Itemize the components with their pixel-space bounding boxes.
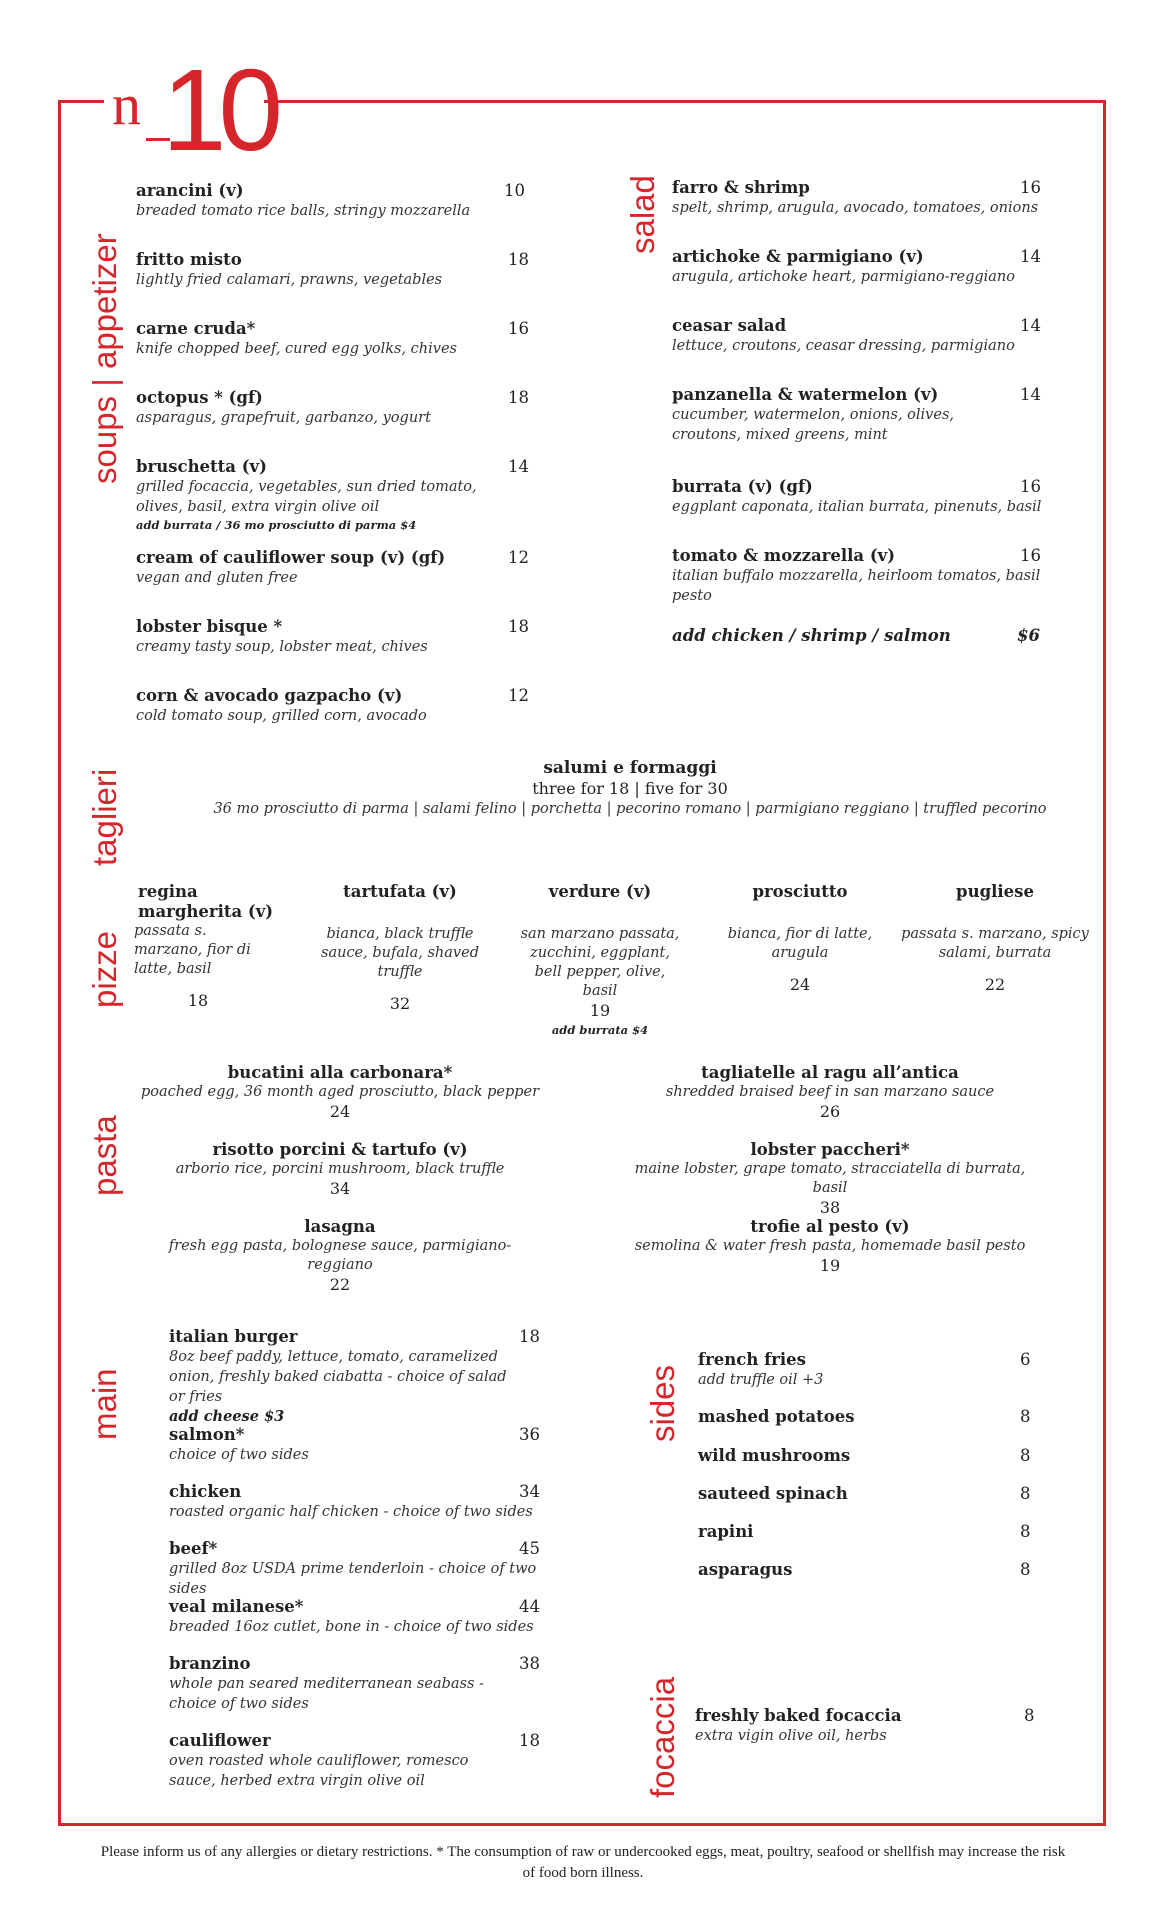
item-description: passata s. marzano, fior di latte, basil	[134, 923, 251, 977]
menu-item	[169, 1326, 539, 1427]
section-label-salad: salad	[624, 175, 661, 254]
salad-addon-price: $6	[1017, 626, 1040, 645]
item-name: french fries	[698, 1350, 806, 1369]
taglieri-title: salumi e formaggi	[543, 758, 717, 778]
item-description: creamy tasty soup, lobster meat, chives	[136, 639, 428, 655]
item-name: tomato & mozzarella (v)	[672, 546, 896, 565]
menu-item	[698, 1483, 1038, 1504]
item-description: extra vigin olive oil, herbs	[695, 1728, 887, 1744]
menu-item	[169, 1730, 539, 1791]
item-addon-note: add burrata $4	[551, 1023, 649, 1037]
item-name: beef*	[169, 1539, 218, 1558]
item-description: semolina & water fresh pasta, homemade basil pesto	[634, 1238, 1026, 1254]
menu-item	[672, 246, 1042, 287]
item-name: bruschetta (v)	[136, 457, 267, 476]
item-name: lasagna	[304, 1217, 376, 1236]
item-description: knife chopped beef, cured egg yolks, chives	[136, 341, 457, 357]
taglieri-block	[150, 758, 1110, 819]
item-description: cold tomato soup, grilled corn, avocado	[136, 708, 427, 724]
menu-item	[169, 1424, 539, 1465]
item-name: italian burger	[169, 1327, 298, 1346]
item-price: 8	[1020, 1446, 1031, 1465]
item-description: spelt, shrimp, arugula, avocado, tomatoes, onions	[672, 200, 1039, 216]
item-description: arugula, artichoke heart, parmigiano-reggiano	[672, 269, 1015, 285]
item-description: whole pan seared mediterranean seabass - choice of two sides	[169, 1676, 484, 1712]
item-description: eggplant caponata, italian burrata, pinenuts, basil	[672, 499, 1042, 515]
item-description: asparagus, grapefruit, garbanzo, yogurt	[136, 410, 431, 426]
item-description: breaded tomato rice balls, stringy mozzarella	[136, 203, 471, 219]
item-price: 6	[1020, 1350, 1031, 1369]
item-price: 24	[329, 1102, 351, 1121]
item-price: 32	[389, 994, 411, 1013]
item-price: 18	[508, 250, 529, 269]
item-price: 45	[519, 1539, 540, 1558]
item-description: poached egg, 36 month aged prosciutto, black pepper	[140, 1084, 540, 1100]
item-description: add truffle oil +3	[698, 1372, 824, 1388]
taglieri-pricing: three for 18 | five for 30	[532, 779, 728, 798]
menu-item	[672, 315, 1042, 356]
item-name: burrata (v) (gf)	[672, 477, 813, 496]
section-label-sides: sides	[644, 1364, 681, 1442]
item-description: italian buffalo mozzarella, heirloom tomatos, basil pesto	[672, 568, 1041, 604]
pizza-item	[900, 882, 1090, 994]
item-price: 14	[1020, 385, 1041, 404]
item-description: cucumber, watermelon, onions, olives, croutons, mixed greens, mint	[672, 407, 954, 443]
item-name: verdure (v)	[548, 882, 652, 901]
menu-item	[136, 180, 526, 221]
pasta-item	[630, 1063, 1030, 1121]
menu-item	[672, 476, 1042, 517]
menu-item	[698, 1406, 1038, 1427]
section-label-focaccia: focaccia	[644, 1676, 681, 1798]
item-name: rapini	[698, 1522, 754, 1541]
item-description: grilled focaccia, vegetables, sun dried tomato, olives, basil, extra virgin olive oil	[136, 479, 477, 515]
item-price: 14	[1020, 316, 1041, 335]
menu-item	[136, 249, 529, 290]
item-price: 34	[519, 1482, 540, 1501]
item-price: 18	[508, 617, 529, 636]
pizza-item	[310, 882, 490, 1013]
item-name: lobster paccheri*	[750, 1140, 910, 1159]
item-price: 18	[519, 1731, 540, 1750]
logo-number: 10	[162, 45, 276, 175]
item-price: 36	[519, 1425, 540, 1444]
item-price: 24	[789, 975, 811, 994]
item-price: 14	[508, 457, 529, 476]
section-label-taglieri: taglieri	[86, 768, 123, 866]
item-name: sauteed spinach	[698, 1484, 848, 1503]
section-label-soups-appetizer: soups | appetizer	[86, 233, 123, 484]
item-price: 16	[1020, 546, 1041, 565]
item-price: 34	[329, 1179, 351, 1198]
item-name: arancini (v)	[136, 181, 244, 200]
menu-item	[169, 1538, 539, 1599]
item-description: maine lobster, grape tomato, stracciatella di burrata, basil	[634, 1161, 1026, 1196]
item-price: 8	[1020, 1407, 1031, 1426]
menu-item	[672, 545, 1042, 606]
item-name: asparagus	[698, 1560, 793, 1579]
item-price: 14	[1020, 247, 1041, 266]
menu-item	[698, 1349, 1038, 1390]
item-price: 8	[1020, 1522, 1031, 1541]
menu-item	[136, 456, 529, 533]
item-name: fritto misto	[136, 250, 242, 269]
item-description: vegan and gluten free	[136, 570, 298, 586]
menu-item	[672, 177, 1042, 218]
item-description: san marzano passata, zucchini, eggplant, bell pepper, olive, basil	[520, 926, 680, 999]
logo-no-mark: n	[112, 72, 137, 137]
menu-item	[136, 616, 529, 657]
item-name: chicken	[169, 1482, 242, 1501]
item-description: lightly fried calamari, prawns, vegetables	[136, 272, 443, 288]
section-label-pizze: pizze	[86, 930, 123, 1008]
item-name: salmon*	[169, 1425, 245, 1444]
item-name: regina margherita (v)	[138, 882, 274, 921]
item-name: farro & shrimp	[672, 178, 810, 197]
item-price: 16	[1020, 477, 1041, 496]
item-name: cauliflower	[169, 1731, 271, 1750]
item-name: bucatini alla carbonara*	[227, 1063, 453, 1082]
item-price: 10	[504, 181, 525, 200]
item-description: grilled 8oz USDA prime tenderloin - choice of two sides	[169, 1561, 537, 1597]
item-price: 26	[819, 1102, 841, 1121]
pasta-item	[140, 1140, 540, 1198]
salad-addon-text: add chicken / shrimp / salmon	[672, 626, 951, 645]
menu-item	[695, 1705, 1045, 1746]
item-name: tagliatelle al ragu all’antica	[701, 1063, 959, 1082]
item-description: bianca, black truffle sauce, bufala, shaved truffle	[321, 926, 479, 980]
item-name: branzino	[169, 1654, 251, 1673]
pizza-item	[720, 882, 880, 994]
menu-item	[169, 1653, 539, 1714]
item-price: 12	[508, 686, 529, 705]
item-description: bianca, fior di latte, arugula	[727, 926, 873, 961]
item-price: 19	[819, 1256, 841, 1275]
pizza-item	[520, 882, 680, 1038]
item-description: arborio rice, porcini mushroom, black truffle	[175, 1161, 505, 1177]
item-description: 8oz beef paddy, lettuce, tomato, caramelized onion, freshly baked ciabatta - choice of salad or fries	[169, 1349, 507, 1405]
item-addon: add cheese $3	[169, 1408, 285, 1425]
taglieri-items: 36 mo prosciutto di parma | salami felino | porchetta | pecorino romano | parmigiano reggiano | truffled pecorino	[213, 801, 1047, 817]
item-name: artichoke & parmigiano (v)	[672, 247, 924, 266]
menu-item	[672, 384, 1042, 445]
item-price: 12	[508, 548, 529, 567]
item-name: prosciutto	[752, 882, 848, 901]
item-name: octopus * (gf)	[136, 388, 263, 407]
item-name: risotto porcini & tartufo (v)	[212, 1140, 468, 1159]
item-name: freshly baked focaccia	[695, 1706, 902, 1725]
item-description: lettuce, croutons, ceasar dressing, parmigiano	[672, 338, 1015, 354]
item-price: 8	[1024, 1706, 1035, 1725]
salad-addon	[672, 626, 1040, 645]
menu-item	[136, 685, 529, 726]
allergy-disclaimer: Please inform us of any allergies or dietary restrictions. * The consumption of raw or undercooked eggs, meat, poultry, seafood or shellfish may increase the risk of food born illness.	[100, 1844, 1066, 1881]
item-description: oven roasted whole cauliflower, romesco sauce, herbed extra virgin olive oil	[169, 1753, 469, 1789]
item-description: shredded braised beef in san marzano sauce	[665, 1084, 995, 1100]
pizza-item	[134, 882, 274, 1010]
pasta-item	[140, 1217, 540, 1294]
item-price: 16	[1020, 178, 1041, 197]
item-price: 18	[508, 388, 529, 407]
menu-item	[698, 1559, 1038, 1580]
menu-item	[136, 547, 529, 588]
item-name: mashed potatoes	[698, 1407, 855, 1426]
item-price: 38	[819, 1198, 841, 1217]
item-description: passata s. marzano, spicy salami, burrata	[901, 926, 1089, 961]
item-name: trofie al pesto (v)	[750, 1217, 910, 1236]
menu-item	[169, 1596, 539, 1637]
item-name: panzanella & watermelon (v)	[672, 385, 939, 404]
item-price: 8	[1020, 1484, 1031, 1503]
pasta-item	[630, 1217, 1030, 1275]
section-label-pasta: pasta	[86, 1115, 123, 1196]
item-description: fresh egg pasta, bolognese sauce, parmigiano-reggiano	[168, 1238, 512, 1273]
item-name: cream of cauliflower soup (v) (gf)	[136, 548, 446, 567]
pasta-item	[620, 1140, 1040, 1217]
item-price: 19	[589, 1001, 611, 1020]
pasta-item	[140, 1063, 540, 1121]
menu-item	[136, 318, 529, 359]
item-addon-note: add burrata / 36 mo prosciutto di parma $4	[136, 518, 417, 532]
item-name: corn & avocado gazpacho (v)	[136, 686, 403, 705]
menu-item	[169, 1481, 539, 1522]
item-price: 16	[508, 319, 529, 338]
item-description: roasted organic half chicken - choice of two sides	[169, 1504, 533, 1520]
item-price: 22	[329, 1275, 351, 1294]
menu-item	[698, 1445, 1038, 1466]
item-price: 44	[519, 1597, 540, 1616]
item-name: tartufata (v)	[343, 882, 457, 901]
item-name: wild mushrooms	[698, 1446, 851, 1465]
item-name: ceasar salad	[672, 316, 787, 335]
item-price: 22	[984, 975, 1006, 994]
item-price: 18	[519, 1327, 540, 1346]
item-description: choice of two sides	[169, 1447, 309, 1463]
item-name: lobster bisque *	[136, 617, 283, 636]
item-name: pugliese	[956, 882, 1034, 901]
item-price: 38	[519, 1654, 540, 1673]
item-name: veal milanese*	[169, 1597, 304, 1616]
menu-item	[136, 387, 529, 428]
section-label-main: main	[86, 1368, 123, 1440]
item-price: 8	[1020, 1560, 1031, 1579]
menu-item	[698, 1521, 1038, 1542]
restaurant-logo	[104, 45, 276, 176]
item-name: carne cruda*	[136, 319, 256, 338]
item-description: breaded 16oz cutlet, bone in - choice of two sides	[169, 1619, 534, 1635]
item-price: 18	[187, 991, 209, 1010]
